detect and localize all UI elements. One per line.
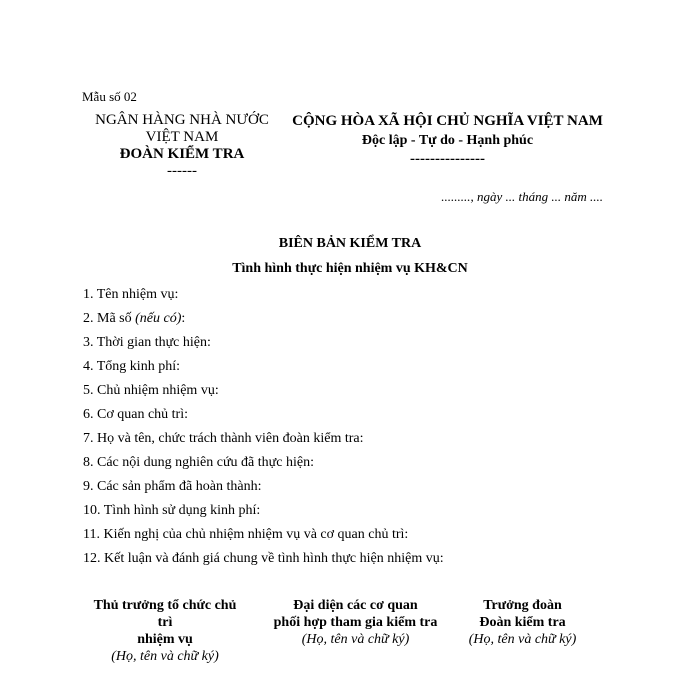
- signature-hint: (Họ, tên và chữ ký): [111, 649, 219, 664]
- document-title: BIÊN BẢN KIỂM TRA: [278, 236, 422, 251]
- list-item: 8. Các nội dung nghiên cứu đã thực hiện:: [83, 455, 314, 470]
- signature-role-line3: nhiệm vụ: [137, 632, 193, 647]
- agency-unit: ĐOÀN KIỂM TRA: [119, 146, 245, 162]
- signature-coordinating-agencies: [268, 597, 443, 648]
- list-item: 10. Tình hình sử dụng kinh phí:: [83, 503, 261, 518]
- list-item: 6. Cơ quan chủ trì:: [83, 407, 188, 422]
- list-item: 3. Thời gian thực hiện:: [83, 335, 211, 350]
- signature-role-line2: Đoàn kiểm tra: [479, 615, 566, 630]
- signature-role-line2: trì: [157, 615, 173, 630]
- date-line: ........., ngày ... tháng ... năm ....: [441, 189, 603, 204]
- list-item: 7. Họ và tên, chức trách thành viên đoàn kiểm tra:: [83, 431, 364, 446]
- signature-host-org: [85, 597, 245, 665]
- signature-role-line1: Trưởng đoàn: [483, 598, 562, 613]
- item-note: (nếu có): [135, 311, 182, 326]
- list-item: 11. Kiến nghị của chủ nhiệm nhiệm vụ và cơ quan chủ trì:: [83, 527, 409, 542]
- checklist: [83, 286, 444, 574]
- list-item: [83, 310, 444, 334]
- country-name: CỘNG HÒA XÃ HỘI CHỦ NGHĨA VIỆT NAM: [292, 113, 603, 129]
- signature-role-line1: Đại diện các cơ quan: [293, 598, 418, 613]
- document-subtitle: Tình hình thực hiện nhiệm vụ KH&CN: [232, 261, 468, 276]
- agency-name-line2: VIỆT NAM: [145, 129, 219, 145]
- list-item: 5. Chủ nhiệm nhiệm vụ:: [83, 383, 219, 398]
- agency-name-line1: NGÂN HÀNG NHÀ NƯỚC: [95, 112, 269, 128]
- signature-hint: (Họ, tên và chữ ký): [468, 632, 577, 647]
- signature-hint: (Họ, tên và chữ ký): [301, 632, 410, 647]
- signature-role-line2: phối hợp tham gia kiểm tra: [273, 615, 438, 630]
- national-motto-block: [285, 112, 610, 169]
- list-item: 4. Tổng kinh phí:: [83, 359, 180, 374]
- item-label: 2. Mã số: [83, 311, 136, 326]
- agency-rule: ------: [167, 163, 197, 179]
- issuing-agency-block: [82, 112, 282, 180]
- item-colon: :: [181, 311, 186, 326]
- motto: Độc lập - Tự do - Hạnh phúc: [361, 133, 534, 148]
- form-code: Mẫu số 02: [82, 89, 137, 104]
- list-item: 1. Tên nhiệm vụ:: [83, 287, 179, 302]
- list-item: 9. Các sản phẩm đã hoàn thành:: [83, 479, 262, 494]
- signature-role-line1: Thủ trưởng tổ chức chủ: [93, 598, 237, 613]
- list-item: 12. Kết luận và đánh giá chung về tình hình thực hiện nhiệm vụ:: [83, 551, 444, 566]
- signature-team-leader: [455, 597, 590, 648]
- motto-rule: ---------------: [410, 151, 485, 167]
